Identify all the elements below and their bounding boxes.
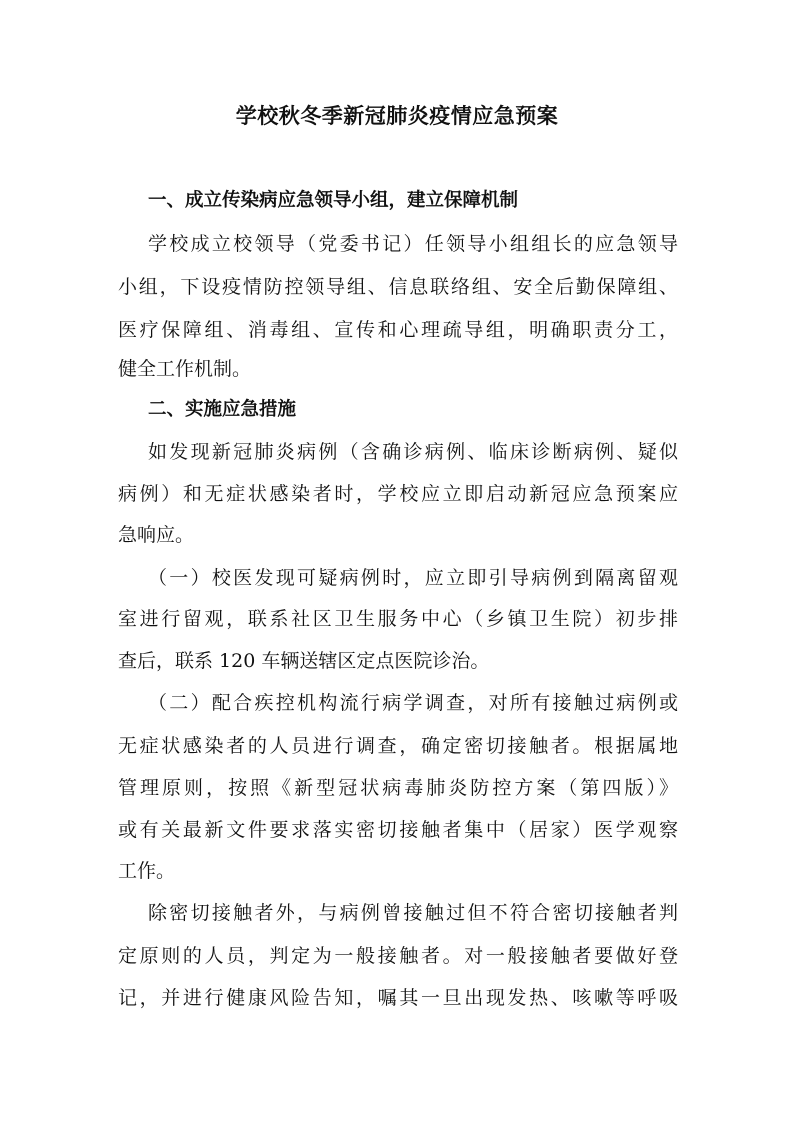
paragraph-line: 定原则的人员，判定为一般接触者。对一般接触者要做好登 [118,945,678,967]
paragraph-line: 病例）和无症状感染者时，学校应立即启动新冠应急预案应 [118,483,678,505]
paragraph-line: 如发现新冠肺炎病例（含确诊病例、临床诊断病例、疑似 [148,441,678,463]
paragraph-line: 查后，联系 120 车辆送辖区定点医院诊治。 [118,650,490,672]
paragraph-line: 健全工作机制。 [118,358,252,380]
paragraph-line: 工作。 [118,860,176,882]
paragraph-line: 学校成立校领导（党委书记）任领导小组组长的应急领导 [148,233,678,255]
paragraph-line: 急响应。 [118,524,195,546]
paragraph-line: 记，并进行健康风险告知，嘱其一旦出现发热、咳嗽等呼吸 [118,987,678,1009]
paragraph-line: （二）配合疾控机构流行病学调查，对所有接触过病例或 [148,692,678,714]
section-heading-1: 一、成立传染病应急领导小组，建立保障机制 [148,190,519,211]
document-title: 学校秋冬季新冠肺炎疫情应急预案 [235,103,559,128]
section-heading-2: 二、实施应急措施 [148,399,297,420]
paragraph-line: 除密切接触者外，与病例曾接触过但不符合密切接触者判 [148,902,678,924]
paragraph-line: 室进行留观，联系社区卫生服务中心（乡镇卫生院）初步排 [118,608,678,630]
paragraph-line: 管理原则，按照《新型冠状病毒肺炎防控方案（第四版）》 [118,777,678,799]
paragraph-line: 无症状感染者的人员进行调查，确定密切接触者。根据属地 [118,735,678,757]
paragraph-line: 小组，下设疫情防控领导组、信息联络组、安全后勤保障组、 [118,276,678,298]
paragraph-line: （一）校医发现可疑病例时，应立即引导病例到隔离留观 [148,567,678,589]
paragraph-line: 或有关最新文件要求落实密切接触者集中（居家）医学观察 [118,819,678,841]
paragraph-line: 医疗保障组、消毒组、宣传和心理疏导组，明确职责分工， [118,319,678,341]
